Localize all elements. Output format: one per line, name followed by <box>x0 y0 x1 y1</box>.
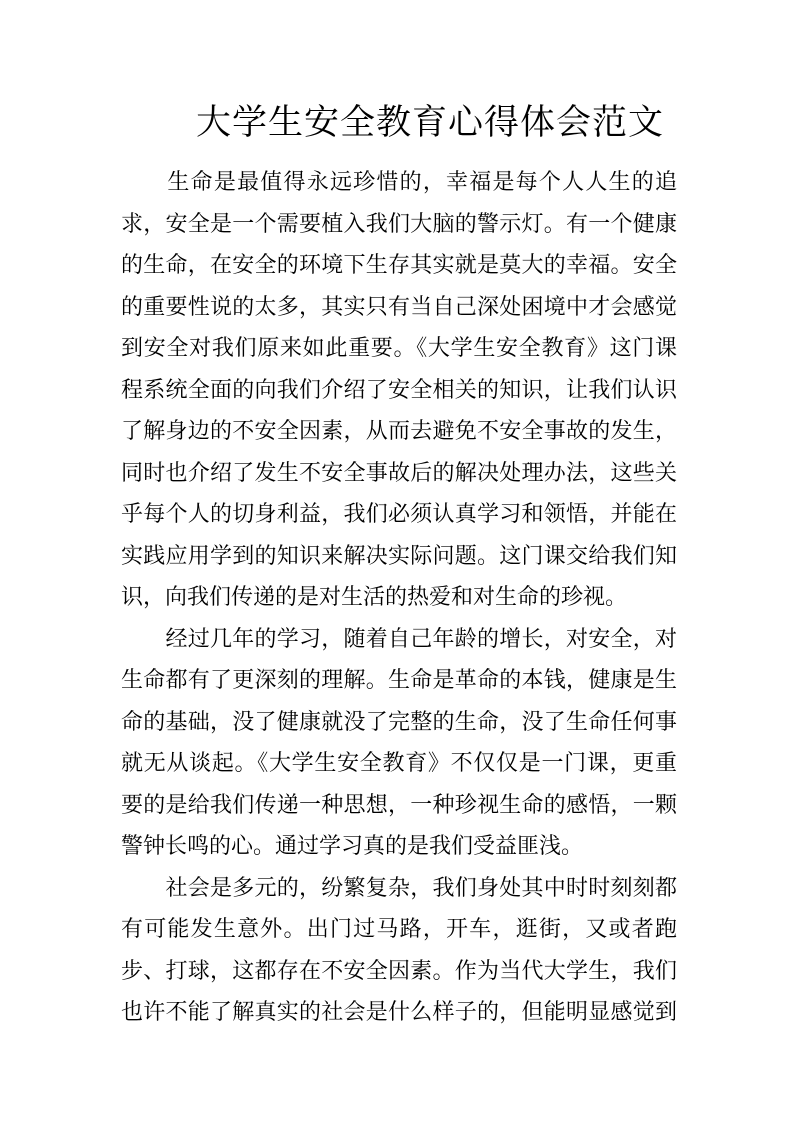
paragraph-3-line-2: 有可能发生意外。出门过马路，开车，逛街，又或者跑 <box>121 917 677 942</box>
paragraph-2-line-1: 经过几年的学习，随着自己年龄的增长，对安全，对 <box>121 626 677 652</box>
paragraph-2-line-2: 生命都有了更深刻的理解。生命是革命的本钱，健康是生 <box>121 668 677 693</box>
paragraph-3-line-3: 步、打球，这都存在不安全因素。作为当代大学生，我们 <box>121 958 677 984</box>
paragraph-1-line-1: 生命是最值得永远珍惜的，幸福是每个人人生的追 <box>121 170 677 195</box>
paragraph-2-line-4: 就无从谈起。《大学生安全教育》不仅仅是一门课，更重 <box>121 751 677 776</box>
paragraph-3-line-1: 社会是多元的，纷繁复杂，我们身处其中时时刻刻都 <box>121 875 677 901</box>
paragraph-2-line-6: 警钟长鸣的心。通过学习真的是我们受益匪浅。 <box>121 834 584 859</box>
paragraph-2-line-3: 命的基础，没了健康就没了完整的生命，没了生命任何事 <box>121 709 677 735</box>
paragraph-1-line-3: 的生命，在安全的环境下生存其实就是莫大的幸福。安全 <box>121 253 677 278</box>
paragraph-2-line-5: 要的是给我们传递一种思想，一种珍视生命的感悟，一颗 <box>121 792 677 818</box>
paragraph-1-line-10: 实践应用学到的知识来解决实际问题。这门课交给我们知 <box>121 543 677 569</box>
paragraph-1-line-4: 的重要性说的太多，其实只有当自己深处困境中才会感觉 <box>121 294 677 320</box>
paragraph-1-line-8: 同时也介绍了发生不安全事故后的解决处理办法，这些关 <box>121 460 677 486</box>
paragraph-1-line-11: 识，向我们传递的是对生活的热爱和对生命的珍视。 <box>121 585 628 610</box>
paragraph-1-line-9: 乎每个人的切身利益，我们必须认真学习和领悟，并能在 <box>121 502 677 527</box>
paragraph-1-line-2: 求，安全是一个需要植入我们大脑的警示灯。有一个健康 <box>121 211 677 237</box>
document-body <box>121 162 677 1034</box>
paragraph-1-line-6: 程系统全面的向我们介绍了安全相关的知识，让我们认识 <box>121 377 677 403</box>
paragraph-3-line-4: 也许不能了解真实的社会是什么样子的，但能明显感觉到 <box>121 1000 677 1025</box>
paragraph-1-line-7: 了解身边的不安全因素，从而去避免不安全事故的发生， <box>121 419 677 444</box>
document-title: 大学生安全教育心得体会范文 <box>195 103 664 143</box>
paragraph-1-line-5: 到安全对我们原来如此重要。《大学生安全教育》这门课 <box>121 336 677 361</box>
